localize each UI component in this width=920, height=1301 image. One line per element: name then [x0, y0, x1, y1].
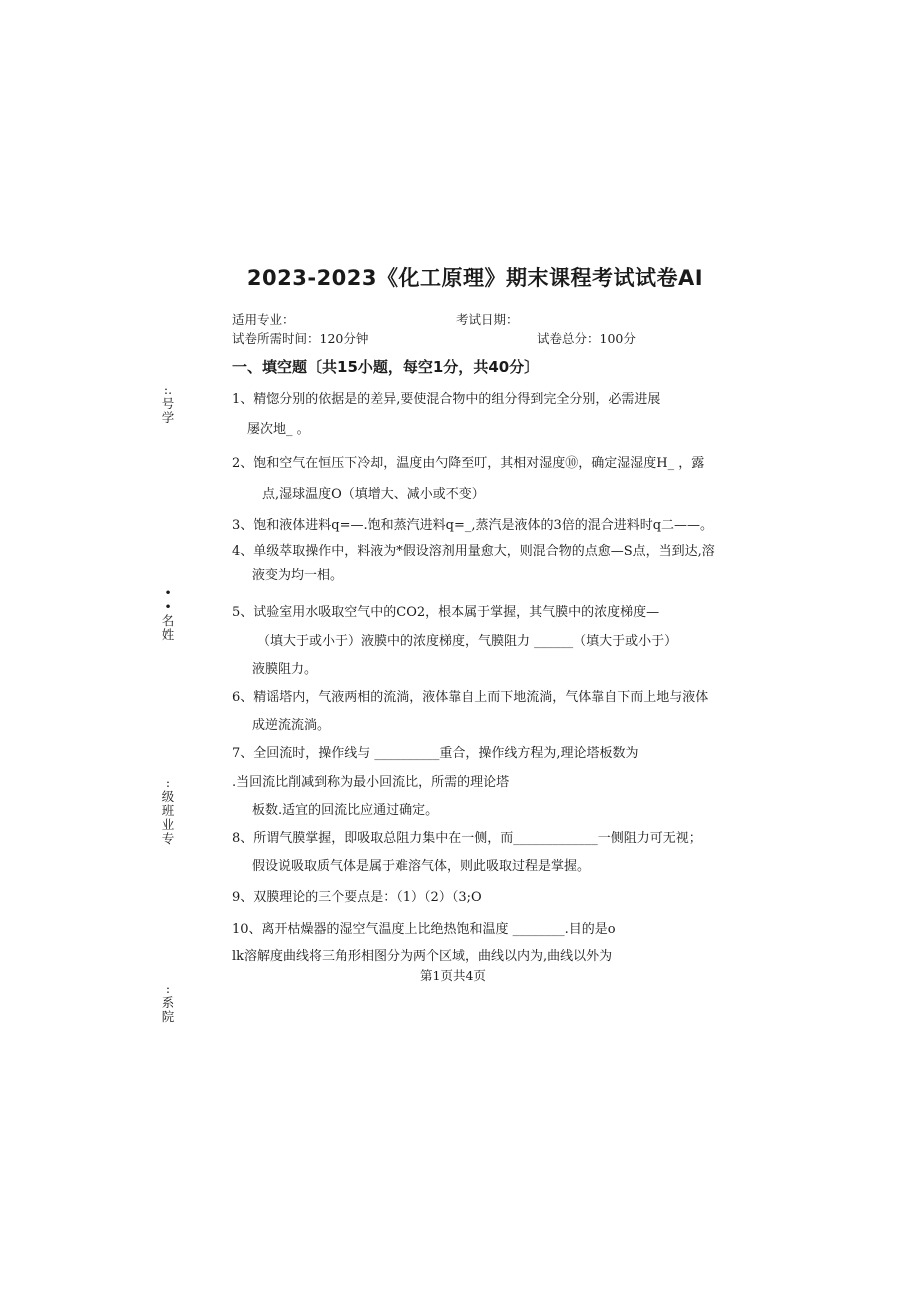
- section-heading: 一、填空题〔共15小题，每空1分，共40分〕: [232, 358, 540, 376]
- question-line: .当回流比削减到称为最小回流比，所需的理论塔: [232, 775, 510, 790]
- meta-date: 考试日期：: [456, 312, 519, 327]
- sidebar-class: : 级 班 业 专: [161, 775, 175, 846]
- question-line: 6、精谣塔内，气液两相的流淌，液体靠自上而下地流淌，气体靠自下而上地与液体: [232, 690, 709, 705]
- question-line: 7、全回流时，操作线与 __________重合，操作线方程为,理论塔板数为: [232, 746, 639, 761]
- sidebar-name: • • 名 姓: [161, 585, 175, 642]
- question-line: 5、试验室用水吸取空气中的CO2，根本属于掌握，其气膜中的浓度梯度—: [232, 605, 660, 620]
- question-line: 9、双膜理论的三个要点是：（1）（2）（3;O: [232, 890, 482, 905]
- exam-title: 2023-2023《化工原理》期末课程考试试卷AI: [246, 266, 704, 290]
- meta-major: 适用专业：: [232, 312, 295, 327]
- question-line: 点,湿球温度O（填增大、减小或不变）: [262, 487, 485, 502]
- question-line: 10、离开枯燥器的湿空气温度上比绝热饱和温度 ________.目的是o: [232, 922, 616, 937]
- question-line: 液膜阻力。: [252, 662, 318, 677]
- meta-time: 试卷所需时间：120分钟: [232, 331, 369, 346]
- question-line: 屡次地_ 。: [247, 422, 310, 437]
- question-line: （填大于或小于）液膜中的浓度梯度，气膜阻力 ______（填大于或小于）: [257, 634, 678, 649]
- question-line: 4、单级萃取操作中，料液为*假设溶剂用量愈大，则混合物的点愈—S点，当到达,溶: [232, 544, 715, 559]
- question-line: 成逆流流淌。: [252, 718, 331, 733]
- question-line: 板数.适宜的回流比应通过确定。: [252, 803, 439, 818]
- question-line: 8、所谓气膜掌握，即吸取总阻力集中在一侧，而_____________一侧阻力可无视；: [232, 831, 702, 846]
- question-line: 2、饱和空气在恒压下冷却，温度由勺降至叮，其相对湿度⑩，确定湿湿度H_ ，露: [232, 456, 705, 471]
- sidebar-department: : 系 院: [161, 981, 175, 1024]
- sidebar-student-id: :.号 学: [161, 382, 175, 425]
- question-line: 假设说吸取质气体是属于难溶气体，则此吸取过程是掌握。: [252, 859, 591, 874]
- question-line: lk溶解度曲线将三角形相图分为两个区域，曲线以内为,曲线以外为: [232, 949, 613, 964]
- meta-total: 试卷总分：100分: [537, 331, 636, 346]
- question-line: 液变为均一相。: [252, 568, 344, 583]
- question-line: 1、精惚分别的依据是的差异,要使混合物中的组分得到完全分别，必需进展: [232, 392, 661, 407]
- question-line: 3、饱和液体进料q=—.饱和蒸汽进料q=_,蒸汽是液体的3倍的混合进料时q二——。: [232, 518, 714, 533]
- page-footer: 第1页共4页: [420, 968, 486, 983]
